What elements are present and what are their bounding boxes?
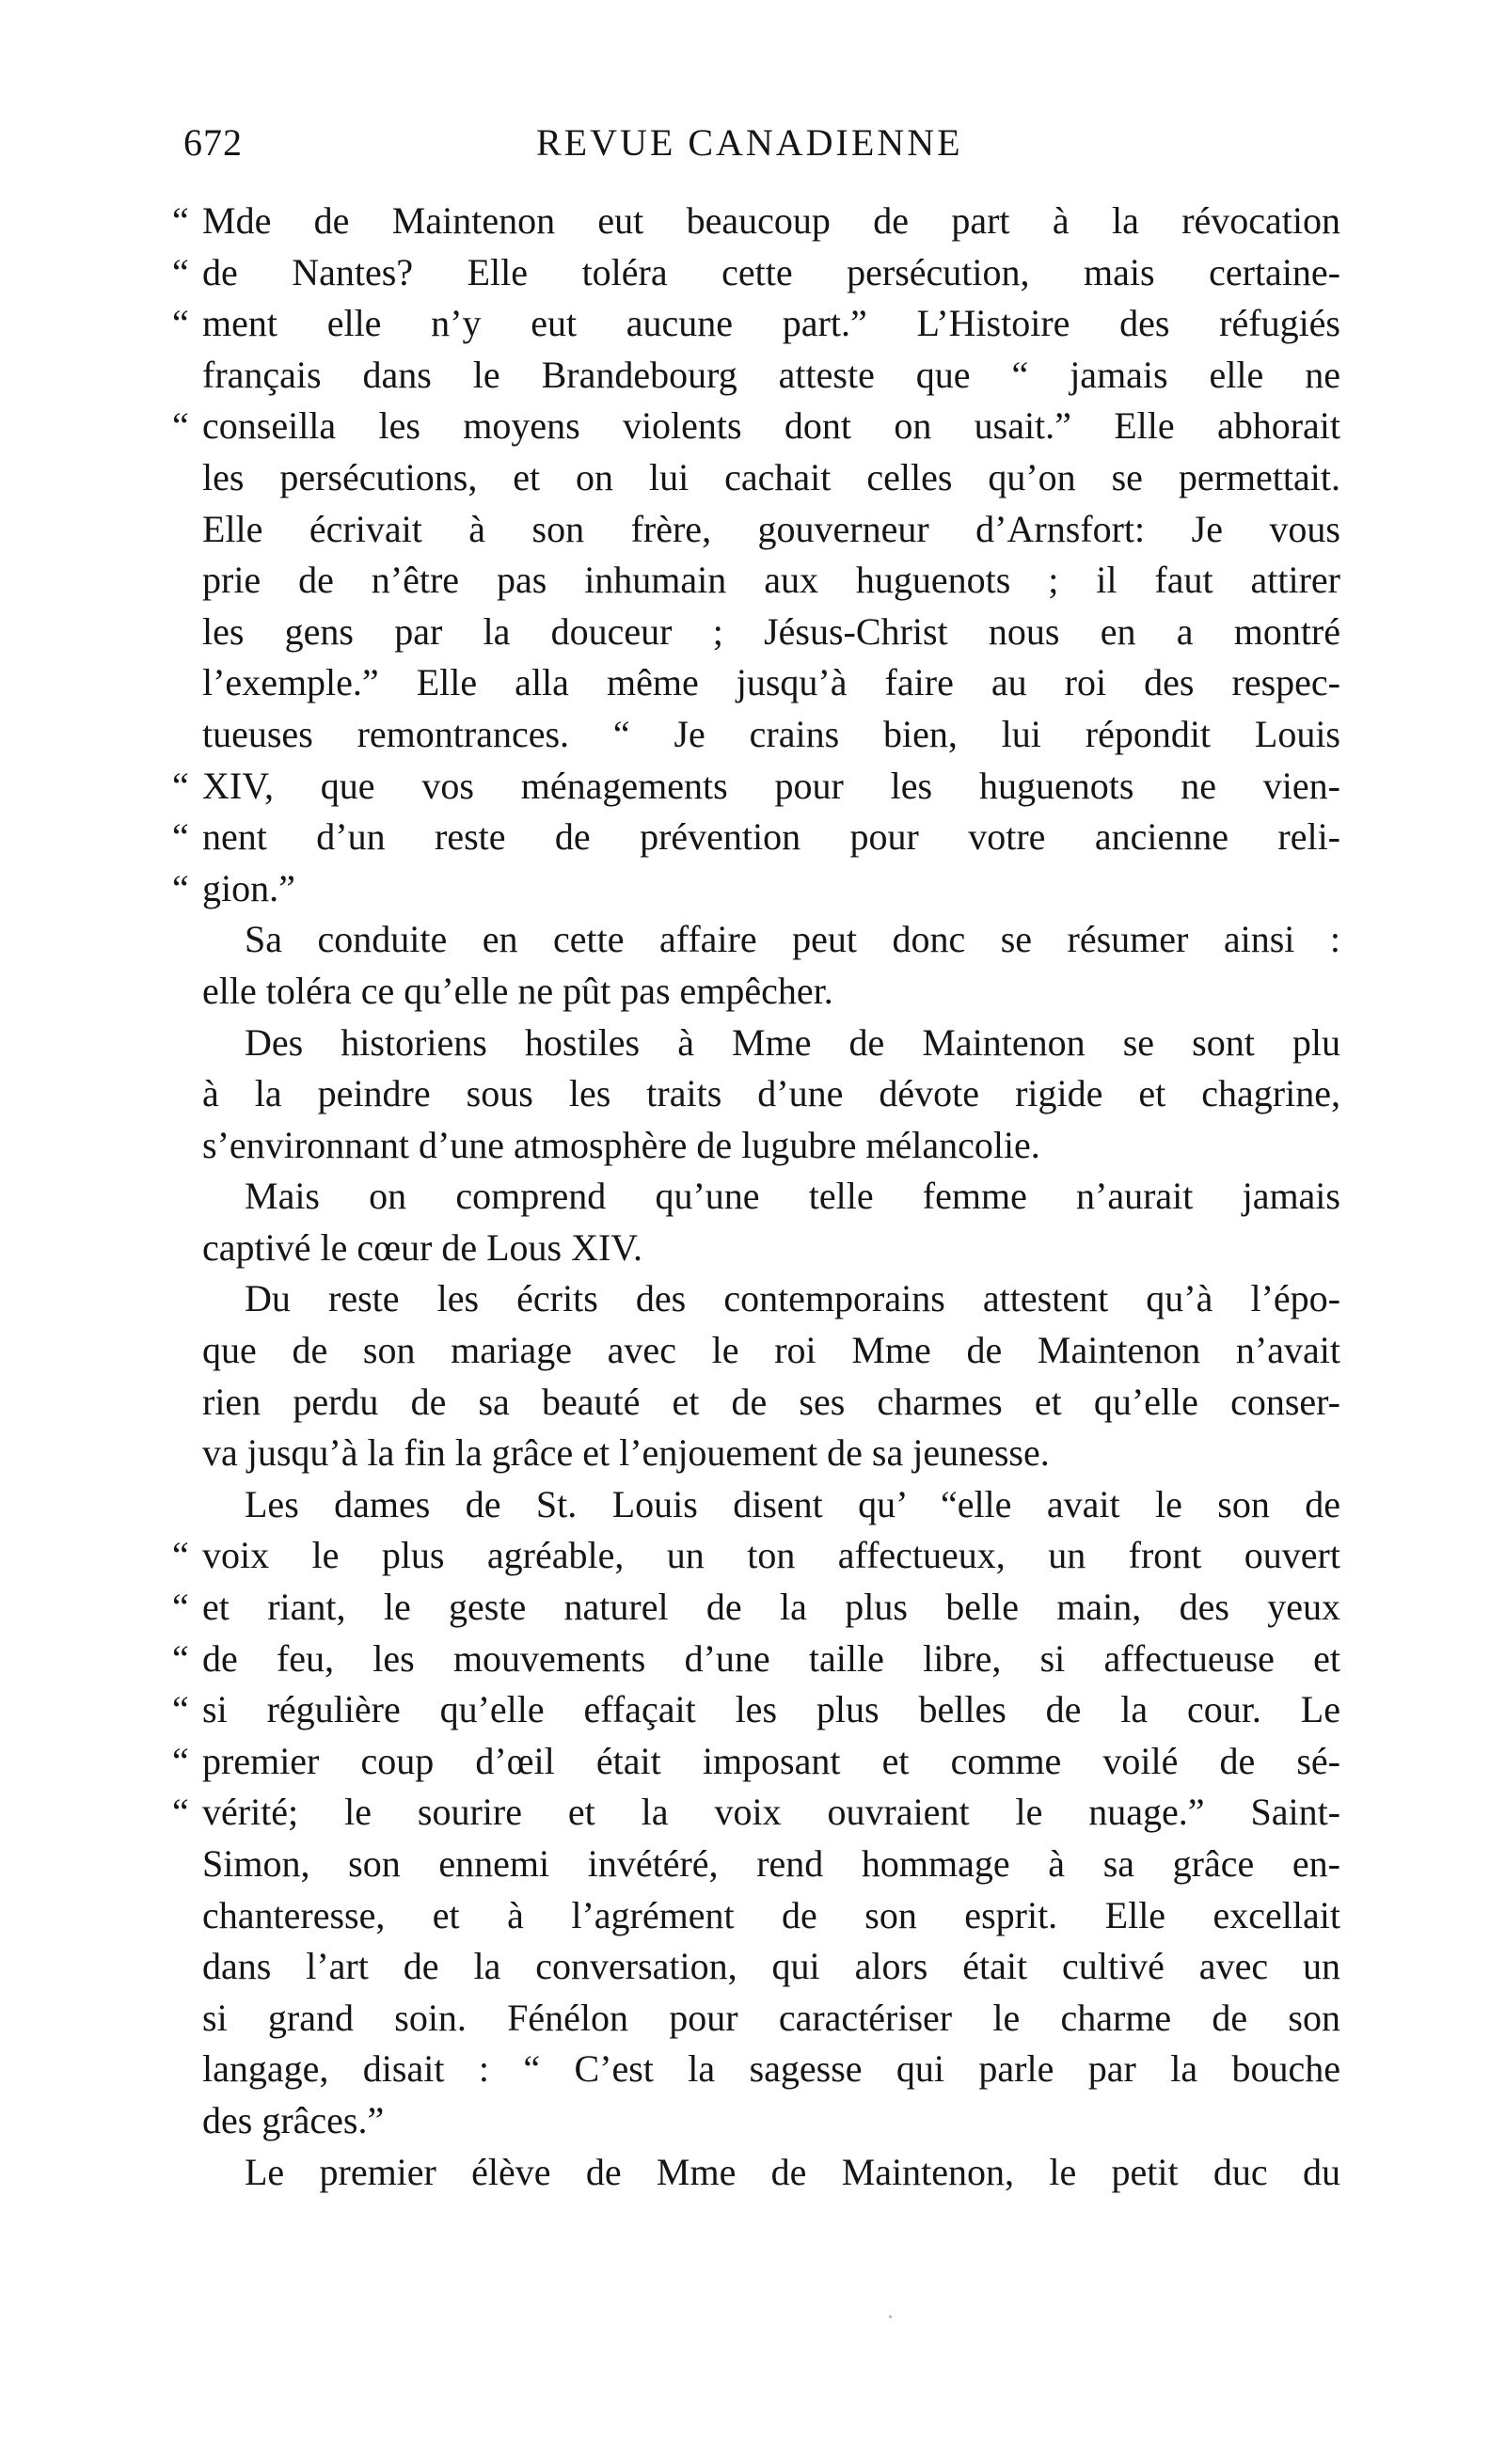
line-text: Le premier élève de Mme de Maintenon, le petit duc du bbox=[245, 2150, 1340, 2193]
line-text: prie de n’être pas inhumain aux huguenots ; il faut attirer bbox=[202, 559, 1340, 602]
text-line bbox=[172, 1530, 1340, 1582]
text-line bbox=[202, 350, 1340, 402]
line-text: s’environnant d’une atmosphère de lugubre mélancolie. bbox=[202, 1123, 1040, 1166]
text-line bbox=[202, 966, 1340, 1018]
quote-mark: “ bbox=[172, 199, 189, 242]
line-text: si grand soin. Fénélon pour caractériser le charme de son bbox=[202, 1996, 1340, 2039]
text-line bbox=[172, 1684, 1340, 1736]
text-line bbox=[202, 2095, 1340, 2147]
text-line bbox=[172, 812, 1340, 863]
line-text: Simon, son ennemi invétéré, rend hommage à sa grâce en- bbox=[202, 1842, 1340, 1885]
line-text: voix le plus agréable, un ton affectueux, un front ouvert bbox=[202, 1534, 1340, 1577]
text-line bbox=[202, 2147, 1340, 2199]
line-text: nent d’un reste de prévention pour votre ancienne reli- bbox=[202, 815, 1340, 859]
text-line bbox=[202, 1377, 1340, 1429]
line-text: premier coup d’œil était imposant et comme voilé de sé- bbox=[202, 1739, 1340, 1782]
quote-mark: “ bbox=[172, 1791, 189, 1834]
line-text: conseilla les moyens violents dont on usait.” Elle abhorait bbox=[202, 404, 1340, 448]
text-line bbox=[202, 914, 1340, 966]
line-text: les persécutions, et on lui cachait celles qu’on se permettait. bbox=[202, 455, 1340, 498]
line-text: les gens par la douceur ; Jésus-Christ nous en a montré bbox=[202, 609, 1340, 653]
line-text: tueuses remontrances. “ Je crains bien, lui répondit Louis bbox=[202, 712, 1340, 755]
line-text: Les dames de St. Louis disent qu’ “elle avait le son de bbox=[245, 1482, 1340, 1525]
text-line bbox=[202, 1273, 1340, 1325]
text-line bbox=[172, 1582, 1340, 1634]
text-line bbox=[202, 452, 1340, 504]
quote-mark: “ bbox=[172, 815, 189, 859]
text-line bbox=[202, 1068, 1340, 1120]
quote-mark: “ bbox=[172, 866, 189, 909]
text-line bbox=[172, 1787, 1340, 1839]
text-line bbox=[172, 1634, 1340, 1685]
line-text: va jusqu’à la fin la grâce et l’enjouement de sa jeunesse. bbox=[202, 1431, 1050, 1475]
print-speck bbox=[889, 2315, 892, 2318]
text-line bbox=[172, 863, 1340, 915]
line-text: à la peindre sous les traits d’une dévote rigide et chagrine, bbox=[202, 1072, 1340, 1115]
text-line bbox=[202, 1479, 1340, 1531]
text-line bbox=[202, 1890, 1340, 1942]
line-text: des grâces.” bbox=[202, 2098, 385, 2141]
text-line bbox=[202, 1171, 1340, 1223]
quote-mark: “ bbox=[172, 1586, 189, 1629]
text-line bbox=[202, 709, 1340, 761]
quote-mark: “ bbox=[172, 1636, 189, 1680]
text-line bbox=[202, 1018, 1340, 1069]
line-text: rien perdu de sa beauté et de ses charmes et qu’elle conser- bbox=[202, 1380, 1340, 1423]
text-line bbox=[172, 761, 1340, 813]
line-text: de feu, les mouvements d’une taille libre, si affectueuse et bbox=[202, 1636, 1340, 1680]
body-text bbox=[172, 196, 1340, 2198]
quote-mark: “ bbox=[172, 1688, 189, 1731]
line-text: Du reste les écrits des contemporains attestent qu’à l’épo- bbox=[245, 1277, 1340, 1320]
text-line bbox=[172, 401, 1340, 452]
line-text: Mde de Maintenon eut beaucoup de part à la révocation bbox=[202, 199, 1340, 242]
line-text: elle toléra ce qu’elle ne pût pas empêcher. bbox=[202, 969, 833, 1012]
text-line bbox=[202, 1839, 1340, 1890]
text-line bbox=[172, 196, 1340, 247]
line-text: l’exemple.” Elle alla même jusqu’à faire au roi des respec- bbox=[202, 661, 1340, 704]
text-line bbox=[202, 657, 1340, 709]
line-text: si régulière qu’elle effaçait les plus belles de la cour. Le bbox=[202, 1688, 1340, 1731]
line-text: Des historiens hostiles à Mme de Maintenon se sont plu bbox=[245, 1020, 1340, 1064]
text-line bbox=[202, 1993, 1340, 2045]
quote-mark: “ bbox=[172, 764, 189, 807]
running-head: REVUE CANADIENNE bbox=[536, 121, 963, 164]
text-line bbox=[202, 555, 1340, 607]
text-line bbox=[202, 1223, 1340, 1274]
text-line bbox=[172, 247, 1340, 299]
quote-mark: “ bbox=[172, 302, 189, 345]
line-text: français dans le Brandebourg atteste que “ jamais elle ne bbox=[202, 353, 1340, 396]
line-text: Elle écrivait à son frère, gouverneur d’Arnsfort: Je vous bbox=[202, 507, 1340, 550]
line-text: Sa conduite en cette affaire peut donc se résumer ainsi : bbox=[245, 918, 1340, 961]
line-text: de Nantes? Elle toléra cette persécution, mais certaine- bbox=[202, 250, 1340, 293]
text-line bbox=[202, 1120, 1340, 1172]
text-line bbox=[172, 1736, 1340, 1788]
line-text: dans l’art de la conversation, qui alors était cultivé avec un bbox=[202, 1945, 1340, 1988]
line-text: ment elle n’y eut aucune part.” L’Histoire des réfugiés bbox=[202, 302, 1340, 345]
line-text: chanteresse, et à l’agrément de son esprit. Elle excellait bbox=[202, 1893, 1340, 1936]
quote-mark: “ bbox=[172, 404, 189, 448]
line-text: Mais on comprend qu’une telle femme n’aurait jamais bbox=[245, 1175, 1340, 1218]
text-line bbox=[172, 298, 1340, 350]
text-line bbox=[202, 504, 1340, 556]
text-line bbox=[202, 1428, 1340, 1479]
line-text: captivé le cœur de Lous XIV. bbox=[202, 1225, 643, 1269]
text-line bbox=[202, 1941, 1340, 1993]
line-text: XIV, que vos ménagements pour les huguenots ne vien- bbox=[202, 764, 1340, 807]
line-text: et riant, le geste naturel de la plus belle main, des yeux bbox=[202, 1586, 1340, 1629]
text-line bbox=[202, 1325, 1340, 1377]
quote-mark: “ bbox=[172, 1739, 189, 1782]
text-line bbox=[202, 2044, 1340, 2095]
page-header bbox=[183, 120, 1340, 167]
line-text: langage, disait : “ C’est la sagesse qui parle par la bouche bbox=[202, 2047, 1340, 2091]
quote-mark: “ bbox=[172, 1534, 189, 1577]
text-line bbox=[202, 607, 1340, 658]
line-text: vérité; le sourire et la voix ouvraient le nuage.” Saint- bbox=[202, 1791, 1340, 1834]
page-number: 672 bbox=[183, 121, 243, 164]
line-text: que de son mariage avec le roi Mme de Maintenon n’avait bbox=[202, 1329, 1340, 1372]
line-text: gion.” bbox=[202, 866, 295, 909]
quote-mark: “ bbox=[172, 250, 189, 293]
